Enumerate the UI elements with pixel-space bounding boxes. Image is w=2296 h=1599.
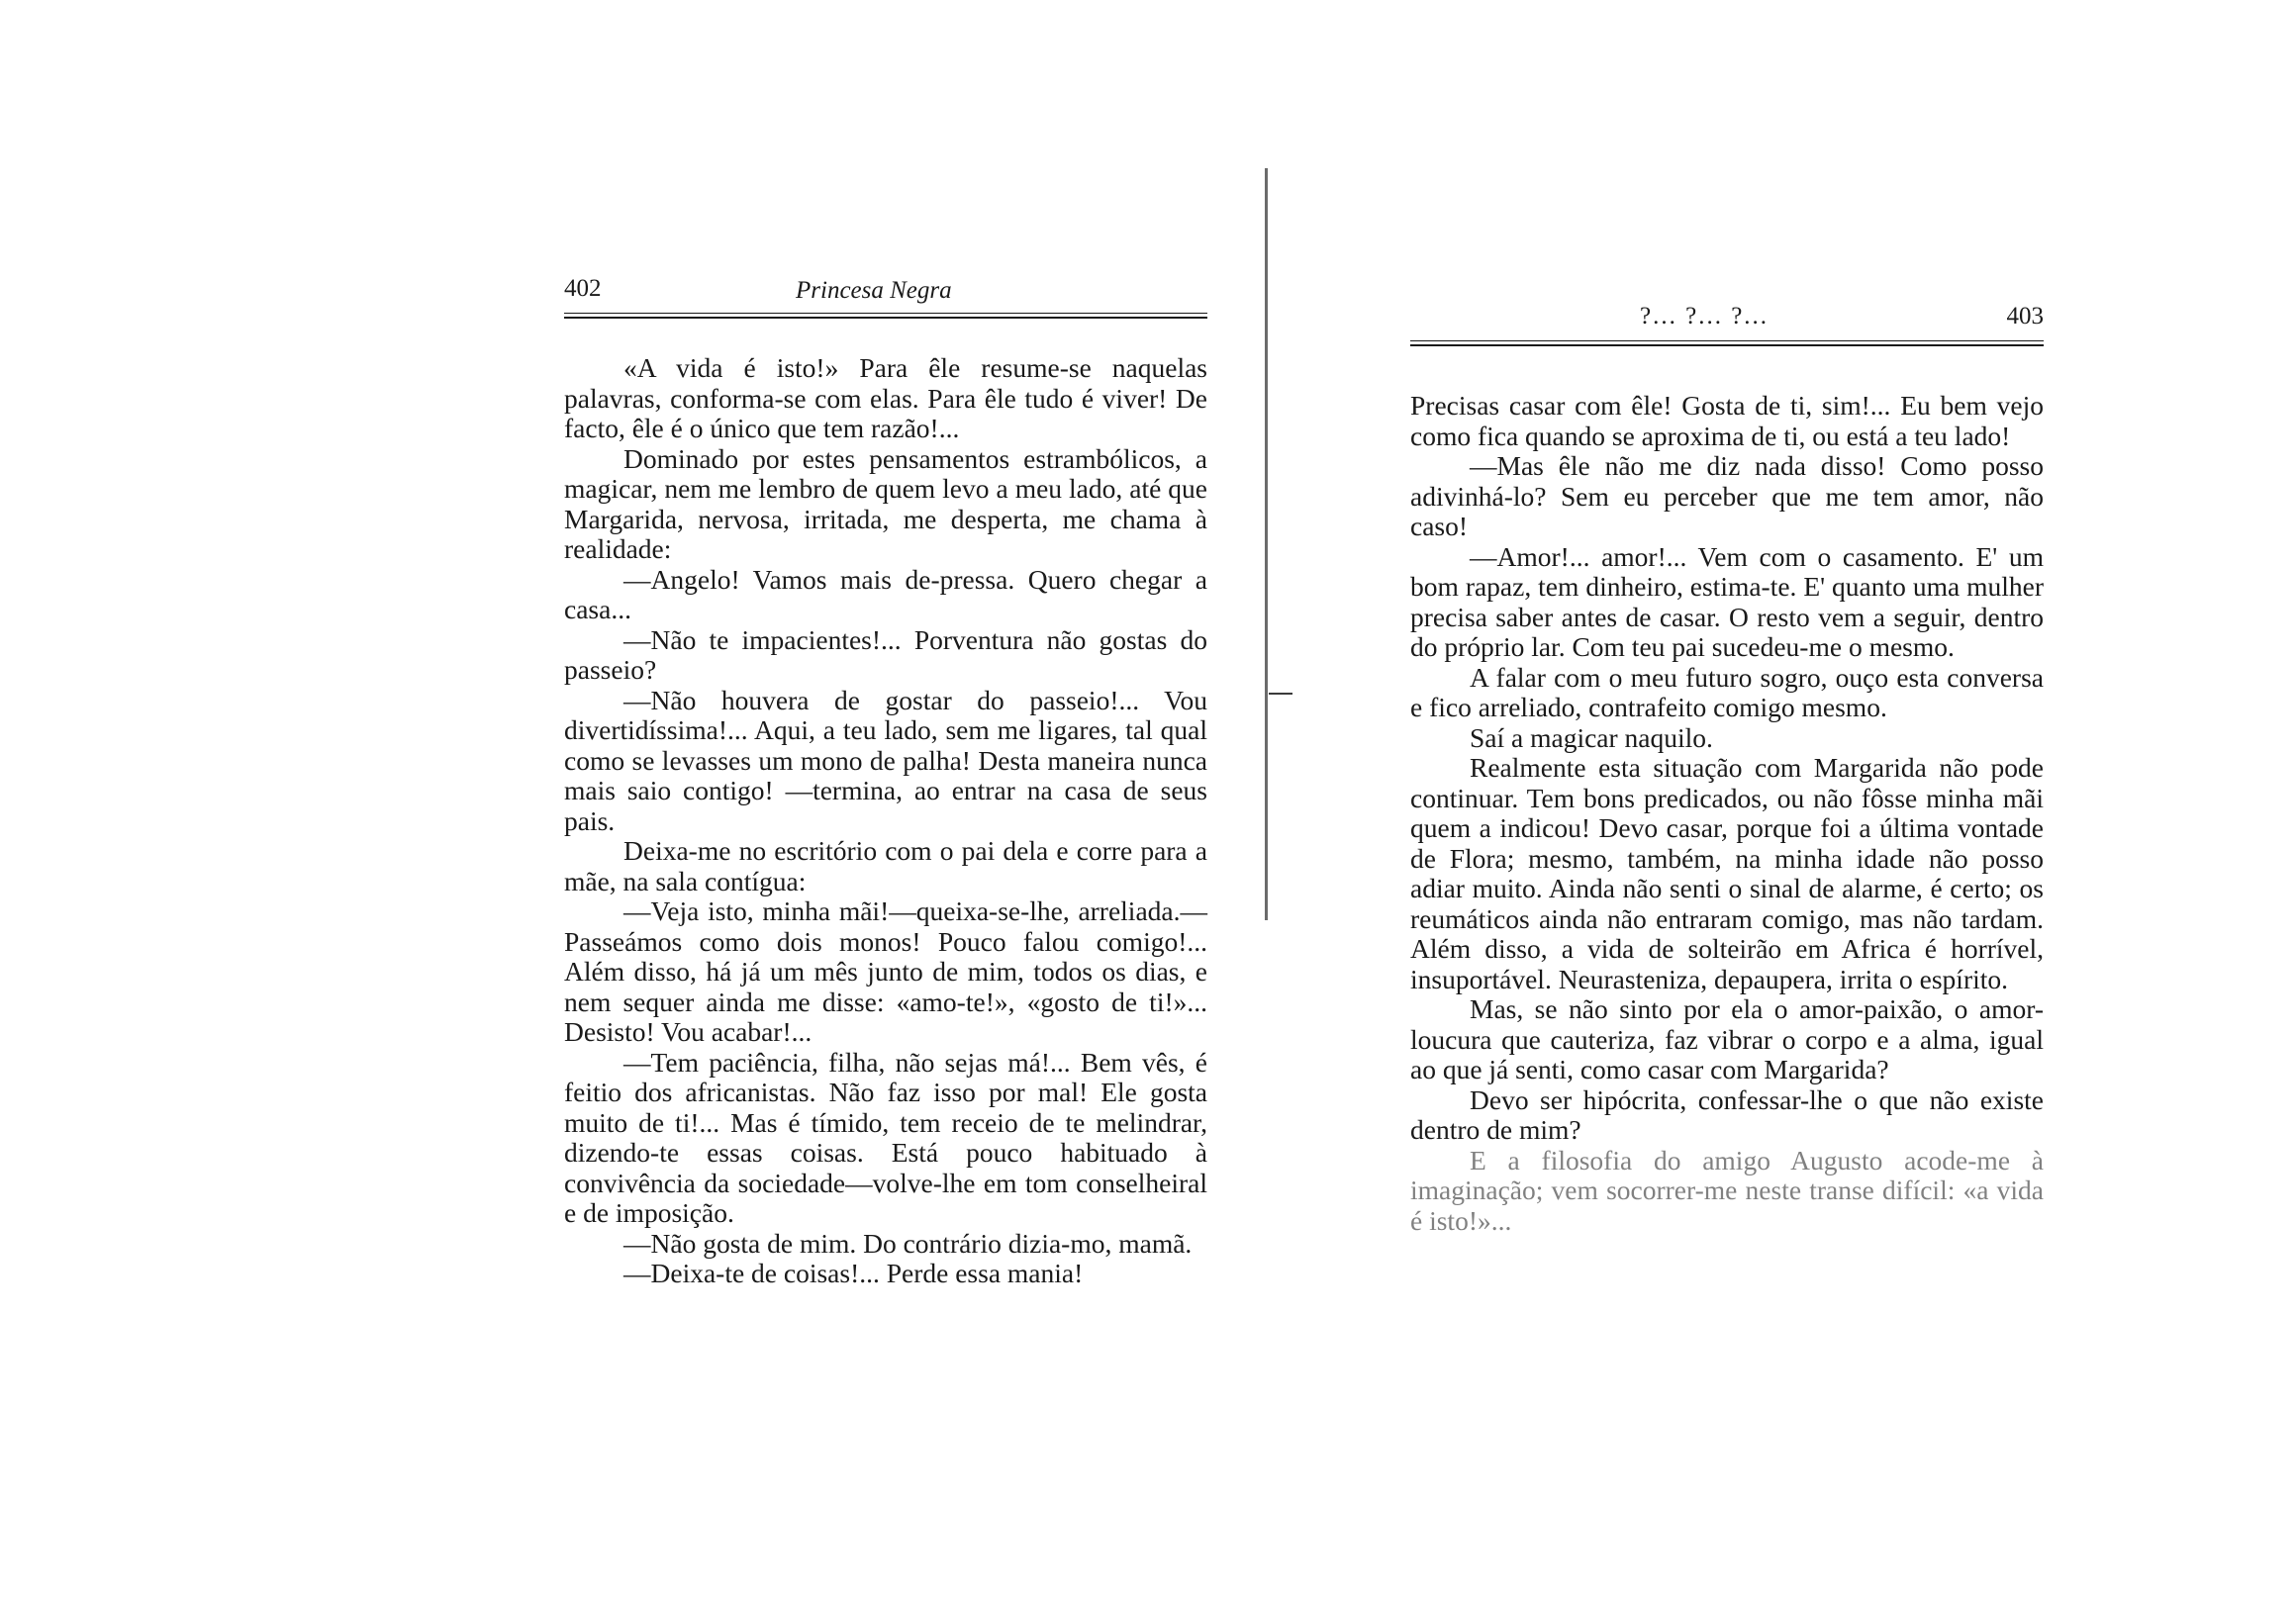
paragraph: —Mas êle não me diz nada disso! Como posso adivinhá-lo? Sem eu perceber que me tem amor, não caso! — [1410, 450, 2044, 541]
page-number: 403 — [2006, 303, 2044, 329]
paragraph: «A vida é isto!» Para êle resume-se naquelas palavras, conforma-se com elas. Para êle tudo é viver! De facto, êle é o único que tem razão!... — [564, 352, 1207, 443]
paragraph: —Veja isto, minha mãi!—queixa-se-lhe, arreliada.—Passeámos como dois monos! Pouco falou comigo!... Além disso, há já um mês junto de mim, todos os dias, e nem sequer ainda me disse: «amo-te!», «gosto de ti!»... Desisto! Vou acabar!... — [564, 895, 1207, 1047]
paragraph: —Deixa-te de coisas!... Perde essa mania! — [623, 1258, 1084, 1288]
paragraph: Precisas casar com êle! Gosta de ti, sim!... Eu bem vejo como fica quando se aproxima de ti, ou está a teu lado! — [1410, 390, 2044, 451]
left-page-header — [564, 271, 1207, 314]
paragraph: Mas, se não sinto por ela o amor-paixão, o amor-loucura que cauteriza, faz vibrar o corpo e a alma, igual ao que já senti, como casar com Margarida? — [1410, 993, 2044, 1084]
paragraph: —Angelo! Vamos mais de-pressa. Quero chegar a casa... — [564, 563, 1207, 624]
paragraph: —Não gosta de mim. Do contrário dizia-mo, mamã. — [623, 1227, 1193, 1259]
paragraph: —Não houvera de gostar do passeio!... Vou divertidíssima!... Aqui, a teu lado, sem me ligares, tal qual como se levasses um mono de palha! Desta maneira nunca mais saio contigo! —termina, ao entrar na casa de seus pais. — [564, 684, 1207, 836]
running-title: Princesa Negra — [796, 277, 952, 304]
paragraph: —Tem paciência, filha, não sejas má!... Bem vês, é feitio dos africanistas. Não faz isso por mal! Ele gosta muito de ti!... Mas é tímido, tem receio de te melindrar, dizendo-te essas coisas. Está pouco habituado à convivência da sociedade—volve-lhe em tom conselheiral e de imposição. — [564, 1046, 1207, 1228]
paragraph: Dominado por estes pensamentos estrambólicos, a magicar, nem me lembro de quem levo a meu lado, até que Margarida, nervosa, irritada, me desperta, me chama à realidade: — [564, 442, 1207, 564]
left-page-body — [564, 353, 1207, 1289]
paragraph: A falar com o meu futuro sogro, ouço esta conversa e fico arreliado, contrafeito comigo mesmo. — [1410, 661, 2044, 722]
running-title: ?... ?... ?... — [1640, 303, 1770, 329]
paragraph: Realmente esta situação com Margarida não pode continuar. Tem bons predicados, ou não fôsse minha mãi quem a indicou! Devo casar, porque foi a última vontade de Flora; mesmo, também, na minha idade não posso adiar muito. Ainda não senti o sinal de alarme, é certo; os reumáticos ainda não entraram comigo, mas não tardam. Além disso, a vida de solteirão em Africa é horrível, insuportável. Neurasteniza, depaupera, irrita o espírito. — [1410, 752, 2044, 994]
right-page — [1410, 0, 2044, 1236]
paragraph: —Não te impacientes!... Porventura não gostas do passeio? — [564, 623, 1207, 685]
page-number: 402 — [564, 275, 602, 302]
header-rule — [564, 317, 1207, 319]
paragraph: E a filosofia do amigo Augusto acode-me à imaginação; vem socorrer-me neste transe difícil: «a vida é isto!»... — [1410, 1144, 2044, 1236]
paragraph: Deixa-me no escritório com o pai dela e corre para a mãe, na sala contígua: — [564, 835, 1207, 896]
book-gutter-shadow — [1265, 168, 1268, 920]
right-page-body — [1410, 391, 2044, 1236]
header-rule — [1410, 344, 2044, 346]
paragraph: Devo ser hipócrita, confessar-lhe o que não existe dentro de mim? — [1410, 1083, 2044, 1145]
left-page — [564, 0, 1207, 1289]
right-page-header — [1410, 299, 2044, 341]
paragraph: Saí a magicar naquilo. — [1470, 721, 1713, 753]
paragraph: —Amor!... amor!... Vem com o casamento. E' um bom rapaz, tem dinheiro, estima-te. E' quanto uma mulher precisa saber antes de casar. O resto vem a seguir, dentro do próprio lar. Com teu pai sucedeu-me o mesmo. — [1410, 540, 2044, 662]
gutter-mark — [1269, 693, 1292, 695]
